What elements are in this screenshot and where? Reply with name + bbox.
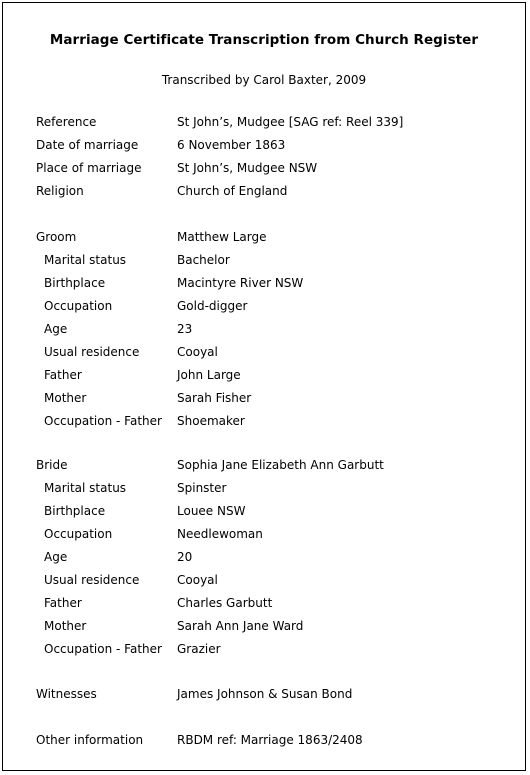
groom-name: Matthew Large	[177, 230, 267, 244]
field-label: Religion	[36, 184, 84, 198]
field-row-place-of-marriage	[36, 157, 515, 180]
field-label: Reference	[36, 115, 97, 129]
field-value: Needlewoman	[177, 527, 263, 541]
groom-row-father	[36, 364, 515, 387]
bride-heading-row	[36, 454, 515, 477]
groom-row-age	[36, 318, 515, 341]
field-label: Mother	[44, 391, 87, 405]
field-row-date-of-marriage	[36, 134, 515, 157]
field-value: John Large	[177, 368, 241, 382]
field-label: Witnesses	[36, 687, 97, 701]
field-value: 6 November 1863	[177, 138, 286, 152]
bride-row-usual-residence	[36, 569, 515, 592]
field-value: St John’s, Mudgee NSW	[177, 161, 318, 175]
document-title: Marriage Certificate Transcription from Church Register	[49, 32, 479, 48]
field-label: Father	[44, 368, 82, 382]
field-label: Father	[44, 596, 82, 610]
bride-name: Sophia Jane Elizabeth Ann Garbutt	[177, 458, 384, 472]
field-value: Sarah Fisher	[177, 391, 252, 405]
field-row-religion	[36, 180, 515, 203]
groom-row-mother	[36, 387, 515, 410]
field-label: Other information	[36, 733, 144, 747]
field-label: Age	[44, 550, 68, 564]
witnesses-section	[36, 683, 515, 706]
transcriber-credit: Transcribed by Carol Baxter, 2009	[161, 73, 367, 87]
general-section	[36, 111, 515, 203]
field-label: Occupation - Father	[44, 414, 162, 428]
field-value: St John’s, Mudgee [SAG ref: Reel 339]	[177, 115, 404, 129]
field-value: RBDM ref: Marriage 1863/2408	[177, 733, 363, 747]
witnesses-row	[36, 683, 515, 706]
field-value: Charles Garbutt	[177, 596, 273, 610]
field-label: Date of marriage	[36, 138, 139, 152]
field-label: Birthplace	[44, 504, 106, 518]
document-page	[2, 2, 526, 771]
other-information-section	[36, 729, 515, 752]
bride-row-occupation	[36, 523, 515, 546]
bride-row-occupation-father	[36, 638, 515, 661]
bride-row-father	[36, 592, 515, 615]
field-label: Mother	[44, 619, 87, 633]
field-label: Place of marriage	[36, 161, 142, 175]
field-value: Macintyre River NSW	[177, 276, 304, 290]
field-row-reference	[36, 111, 515, 134]
field-label: Usual residence	[44, 573, 140, 587]
field-label: Usual residence	[44, 345, 140, 359]
field-label: Marital status	[44, 253, 127, 267]
field-value: Cooyal	[177, 573, 218, 587]
bride-row-mother	[36, 615, 515, 638]
field-label: Age	[44, 322, 68, 336]
field-value: Grazier	[177, 642, 221, 656]
field-value: Shoemaker	[177, 414, 245, 428]
field-value: Church of England	[177, 184, 288, 198]
field-label: Occupation	[44, 527, 113, 541]
field-value: Sarah Ann Jane Ward	[177, 619, 304, 633]
bride-section	[36, 454, 515, 661]
groom-row-marital-status	[36, 249, 515, 272]
bride-row-marital-status	[36, 477, 515, 500]
bride-label: Bride	[36, 458, 68, 472]
field-label: Occupation	[44, 299, 113, 313]
groom-row-occupation	[36, 295, 515, 318]
field-value: Louee NSW	[177, 504, 246, 518]
field-value: 23	[177, 322, 193, 336]
groom-row-birthplace	[36, 272, 515, 295]
bride-row-age	[36, 546, 515, 569]
field-label: Occupation - Father	[44, 642, 162, 656]
groom-section	[36, 226, 515, 433]
field-value: Bachelor	[177, 253, 230, 267]
field-value: Gold-digger	[177, 299, 248, 313]
field-value: James Johnson & Susan Bond	[177, 687, 353, 701]
bride-row-birthplace	[36, 500, 515, 523]
groom-row-usual-residence	[36, 341, 515, 364]
field-label: Marital status	[44, 481, 127, 495]
groom-heading-row	[36, 226, 515, 249]
groom-row-occupation-father	[36, 410, 515, 433]
other-information-row	[36, 729, 515, 752]
groom-label: Groom	[36, 230, 77, 244]
field-value: 20	[177, 550, 193, 564]
field-value: Cooyal	[177, 345, 218, 359]
field-label: Birthplace	[44, 276, 106, 290]
field-value: Spinster	[177, 481, 227, 495]
